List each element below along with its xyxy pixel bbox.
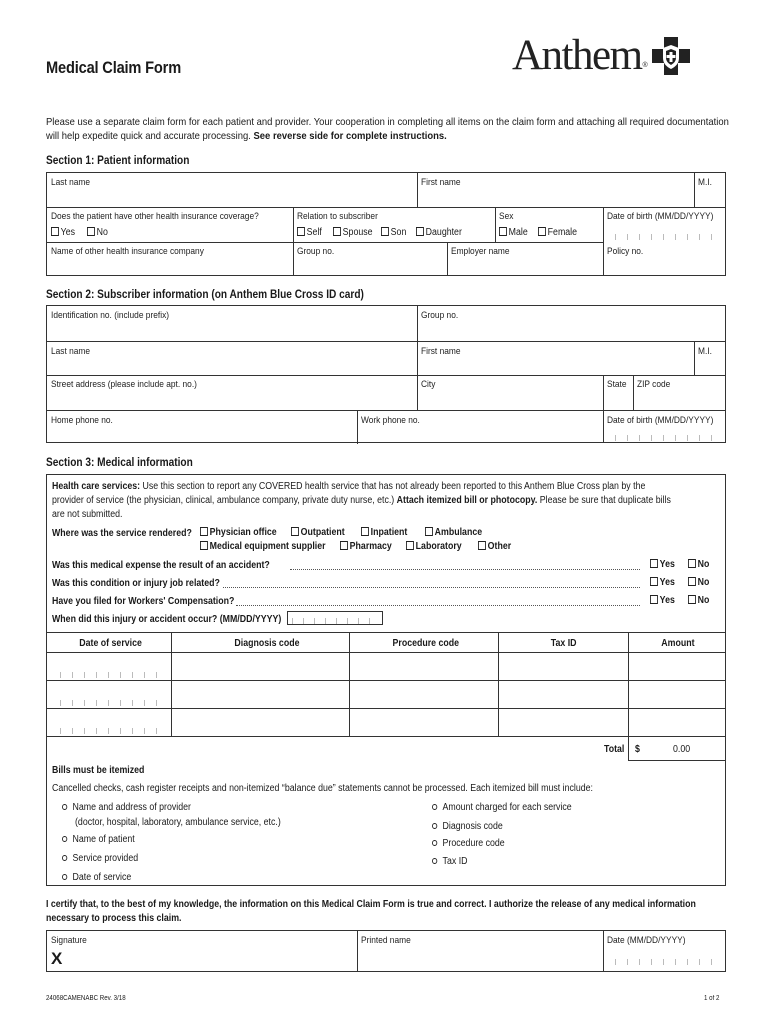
s1-other-company-label: Name of other health insurance company bbox=[51, 246, 204, 257]
self-checkbox[interactable] bbox=[297, 227, 305, 236]
section1-heading: Section 1: Patient information bbox=[46, 155, 190, 167]
ambulance-checkbox[interactable] bbox=[425, 527, 433, 536]
col-diagnosis-code: Diagnosis code bbox=[234, 638, 300, 649]
s1-self-option[interactable]: Self bbox=[297, 227, 322, 238]
job-no-option[interactable]: No bbox=[688, 577, 709, 588]
section3-heading: Section 3: Medical information bbox=[46, 457, 193, 469]
s2-group-label: Group no. bbox=[421, 310, 459, 321]
s1-policy-label: Policy no. bbox=[607, 246, 644, 257]
s2-work-phone-label: Work phone no. bbox=[361, 415, 420, 426]
physician-office-option[interactable]: Physician office bbox=[200, 527, 277, 538]
blue-cross-shield-icon bbox=[651, 36, 691, 76]
male-checkbox[interactable] bbox=[499, 227, 507, 236]
signature-input[interactable] bbox=[73, 933, 355, 969]
accident-yes-option[interactable]: Yes bbox=[650, 559, 675, 570]
service-table bbox=[46, 632, 726, 736]
bullet-left-2: Name of patient bbox=[62, 833, 135, 847]
section2-box bbox=[46, 305, 726, 443]
s2-home-phone-label: Home phone no. bbox=[51, 415, 113, 426]
s1-sex-label: Sex bbox=[499, 211, 514, 222]
laboratory-option[interactable]: Laboratory bbox=[406, 541, 462, 552]
s1-first-name-label: First name bbox=[421, 177, 461, 188]
service-date-input-2[interactable] bbox=[60, 696, 160, 706]
accident-no-option[interactable]: No bbox=[688, 559, 709, 570]
bullet-right-3: Procedure code bbox=[432, 837, 505, 851]
col-tax-id: Tax ID bbox=[550, 638, 577, 649]
s2-mi-label: M.I. bbox=[698, 346, 712, 357]
bullet-right-1: Amount charged for each service bbox=[432, 801, 572, 815]
sign-date-label: Date (MM/DD/YYYY) bbox=[607, 935, 686, 946]
inpatient-checkbox[interactable] bbox=[361, 527, 369, 536]
s1-relation-label: Relation to subscriber bbox=[297, 211, 378, 222]
bullet-left-1: Name and address of provider bbox=[62, 801, 191, 815]
when-question: When did this injury or accident occur? (MM/DD/YYYY) bbox=[52, 614, 282, 625]
where-question: Where was the service rendered? bbox=[52, 528, 192, 539]
female-checkbox[interactable] bbox=[538, 227, 546, 236]
logo-reg: ® bbox=[642, 62, 648, 69]
injury-date-input[interactable] bbox=[287, 611, 383, 625]
signature-label: Signature bbox=[51, 935, 87, 946]
daughter-checkbox[interactable] bbox=[416, 227, 424, 236]
workers-yes-option[interactable]: Yes bbox=[650, 595, 675, 606]
laboratory-checkbox[interactable] bbox=[406, 541, 414, 550]
no-checkbox[interactable] bbox=[87, 227, 95, 236]
workers-no-option[interactable]: No bbox=[688, 595, 709, 606]
s1-dob-input[interactable] bbox=[615, 230, 715, 240]
logo-text: Anthem bbox=[512, 32, 642, 79]
col-amount: Amount bbox=[661, 638, 695, 649]
accident-no-checkbox[interactable] bbox=[688, 559, 696, 568]
s2-state-label: State bbox=[607, 379, 627, 390]
workers-yes-checkbox[interactable] bbox=[650, 595, 658, 604]
s2-dob-input[interactable] bbox=[615, 431, 715, 441]
s1-other-insurance-label: Does the patient have other health insurance coverage? bbox=[51, 211, 259, 222]
printed-name-input[interactable] bbox=[359, 947, 601, 969]
intro-text: Please use a separate claim form for each patient and provider. Your cooperation in completing all items on the claim form and attaching all required documentation will help expedite quick and accurate processing. See reverse side for complete instructions. bbox=[46, 116, 729, 142]
med-equipment-checkbox[interactable] bbox=[200, 541, 208, 550]
form-code: 24068CAMENABC Rev. 3/18 bbox=[46, 995, 126, 1002]
pharmacy-checkbox[interactable] bbox=[340, 541, 348, 550]
outpatient-option[interactable]: Outpatient bbox=[291, 527, 345, 538]
q-accident: Was this medical expense the result of an accident? bbox=[52, 560, 270, 571]
signature-x: X bbox=[51, 949, 63, 968]
s1-male-option[interactable]: Male bbox=[499, 227, 528, 238]
section1-box bbox=[46, 172, 726, 276]
med-equipment-option[interactable]: Medical equipment supplier bbox=[200, 541, 326, 552]
certify-line2: necessary to process this claim. bbox=[46, 913, 182, 924]
total-value: 0.00 bbox=[673, 744, 691, 755]
total-field[interactable] bbox=[628, 737, 726, 761]
q-job: Was this condition or injury job related? bbox=[52, 578, 220, 589]
job-yes-option[interactable]: Yes bbox=[650, 577, 675, 588]
workers-no-checkbox[interactable] bbox=[688, 595, 696, 604]
bullet-left-3: Service provided bbox=[62, 852, 138, 866]
service-date-input-1[interactable] bbox=[60, 668, 160, 678]
bullet-right-4: Tax ID bbox=[432, 855, 468, 869]
certify-line1: I certify that, to the best of my knowledge, the information on this Medical Claim Form is true and correct. I authorize the release of any medical information bbox=[46, 899, 696, 910]
page-number: 1 of 2 bbox=[704, 995, 720, 1002]
inpatient-option[interactable]: Inpatient bbox=[361, 527, 407, 538]
bills-text: Cancelled checks, cash register receipts and non-itemized “balance due” statements cannot be processed. Each itemized bill must include: bbox=[52, 783, 593, 794]
section2-heading: Section 2: Subscriber information (on Anthem Blue Cross ID card) bbox=[46, 289, 364, 301]
other-checkbox[interactable] bbox=[478, 541, 486, 550]
bills-heading: Bills must be itemized bbox=[52, 765, 145, 776]
ambulance-option[interactable]: Ambulance bbox=[425, 527, 482, 538]
s2-id-label: Identification no. (include prefix) bbox=[51, 310, 170, 321]
hc-line1: Health care services: Use this section to report any COVERED health service that has not already been reported to this Anthem Blue Cross plan by the bbox=[52, 481, 646, 492]
hc-line3: are not submitted. bbox=[52, 509, 123, 520]
accident-yes-checkbox[interactable] bbox=[650, 559, 658, 568]
anthem-logo bbox=[512, 34, 691, 78]
q-workers: Have you filed for Workers' Compensation? bbox=[52, 596, 235, 607]
spouse-checkbox[interactable] bbox=[333, 227, 341, 236]
s2-last-name-label: Last name bbox=[51, 346, 91, 357]
yes-checkbox[interactable] bbox=[51, 227, 59, 236]
s2-city-label: City bbox=[421, 379, 436, 390]
total-currency: $ bbox=[635, 744, 640, 755]
bullet-left-4: Date of service bbox=[62, 871, 131, 885]
physician-office-checkbox[interactable] bbox=[200, 527, 208, 536]
col-date-of-service: Date of service bbox=[79, 638, 142, 649]
service-date-input-3[interactable] bbox=[60, 724, 160, 734]
bullet-left-1-sub: (doctor, hospital, laboratory, ambulance service, etc.) bbox=[75, 817, 281, 828]
s1-dob-label: Date of birth (MM/DD/YYYY) bbox=[607, 211, 714, 222]
page-title: Medical Claim Form bbox=[46, 58, 182, 77]
col-procedure-code: Procedure code bbox=[392, 638, 460, 649]
s1-group-no-label: Group no. bbox=[297, 246, 335, 257]
s1-mi-label: M.I. bbox=[698, 177, 712, 188]
s1-employer-label: Employer name bbox=[451, 246, 510, 257]
sign-date-input[interactable] bbox=[615, 955, 715, 965]
s1-yes-option[interactable]: Yes bbox=[51, 227, 75, 238]
signature-box bbox=[46, 930, 726, 972]
s1-daughter-option[interactable]: Daughter bbox=[416, 227, 462, 238]
s2-first-name-label: First name bbox=[421, 346, 461, 357]
s1-spouse-option[interactable]: Spouse bbox=[333, 227, 373, 238]
job-no-checkbox[interactable] bbox=[688, 577, 696, 586]
s1-female-option[interactable]: Female bbox=[538, 227, 577, 238]
bullet-right-2: Diagnosis code bbox=[432, 820, 503, 834]
outpatient-checkbox[interactable] bbox=[291, 527, 299, 536]
s1-last-name-label: Last name bbox=[51, 177, 91, 188]
s2-street-label: Street address (please include apt. no.) bbox=[51, 379, 197, 390]
s1-son-option[interactable]: Son bbox=[381, 227, 406, 238]
hc-line2: provider of service (the physician, clinical, ambulance company, private duty nurse, etc.) Attach itemized bill or photocopy. Please be sure that duplicate bills bbox=[52, 495, 671, 506]
s1-no-option[interactable]: No bbox=[87, 227, 108, 238]
son-checkbox[interactable] bbox=[381, 227, 389, 236]
job-yes-checkbox[interactable] bbox=[650, 577, 658, 586]
other-option[interactable]: Other bbox=[478, 541, 511, 552]
pharmacy-option[interactable]: Pharmacy bbox=[340, 541, 392, 552]
total-label: Total bbox=[604, 744, 625, 755]
s2-dob-label: Date of birth (MM/DD/YYYY) bbox=[607, 415, 714, 426]
printed-name-label: Printed name bbox=[361, 935, 411, 946]
s2-zip-label: ZIP code bbox=[637, 379, 671, 390]
